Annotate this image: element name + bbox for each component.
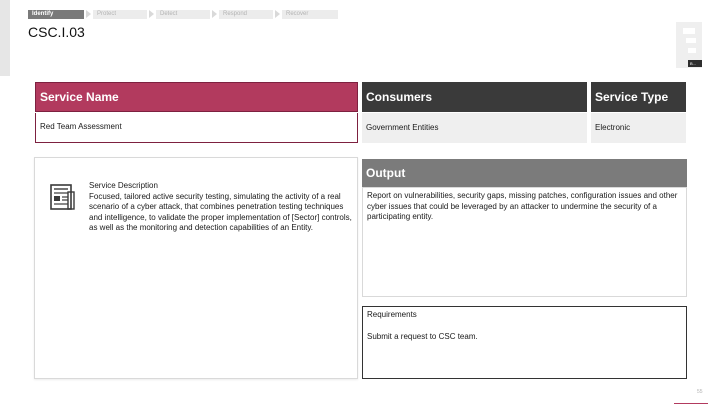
phase-recover[interactable]	[282, 10, 338, 19]
left-edge-strip	[0, 0, 10, 76]
arrow-icon	[212, 10, 217, 18]
phase-protect[interactable]	[93, 10, 147, 19]
requirements-panel	[362, 306, 687, 379]
description-text: Focused, tailored active security testing, simulating the activity of a real scenario of a cyber attack, that combines penetration testing techniques and intelligence, to validate the proper implementation of [Sector] controls, as well as the monitoring and detection capabilities of an Entity.	[89, 191, 352, 232]
consumers-header: Consumers	[362, 82, 587, 112]
page-number-underline	[674, 403, 708, 404]
phase-label: Detect	[160, 11, 178, 17]
document-icon	[50, 184, 76, 211]
output-text: Report on vulnerabilities, security gaps, missing patches, configuration issues and other cyber issues that could be leveraged by an attacker to undermine the security of a participating entity.	[362, 187, 687, 297]
phase-identify[interactable]	[28, 10, 84, 19]
phase-label: Recover	[286, 11, 309, 17]
phase-respond[interactable]	[219, 10, 273, 19]
phase-navigation	[28, 10, 338, 19]
phase-label: Identify	[32, 11, 54, 17]
service-type-header: Service Type	[591, 82, 686, 112]
page-title: CSC.I.03	[28, 24, 85, 40]
arrow-icon	[86, 10, 91, 18]
service-name-header: Service Name	[35, 82, 358, 112]
page-number: 55	[697, 389, 703, 395]
arrow-icon	[275, 10, 280, 18]
phase-label: Respond	[223, 11, 248, 17]
phase-detect[interactable]	[156, 10, 210, 19]
arrow-icon	[149, 10, 154, 18]
requirements-text: Submit a request to CSC team.	[367, 332, 478, 341]
service-type-value: Electronic	[591, 113, 686, 143]
service-name-value: Red Team Assessment	[35, 113, 358, 143]
service-description	[89, 181, 355, 234]
consumers-value: Government Entities	[362, 113, 587, 143]
corner-badge: B...	[688, 60, 702, 67]
requirements-title: Requirements	[367, 310, 417, 319]
output-header: Output	[362, 159, 687, 187]
phase-label: Protect	[97, 11, 117, 17]
description-title: Service Description	[89, 181, 158, 190]
